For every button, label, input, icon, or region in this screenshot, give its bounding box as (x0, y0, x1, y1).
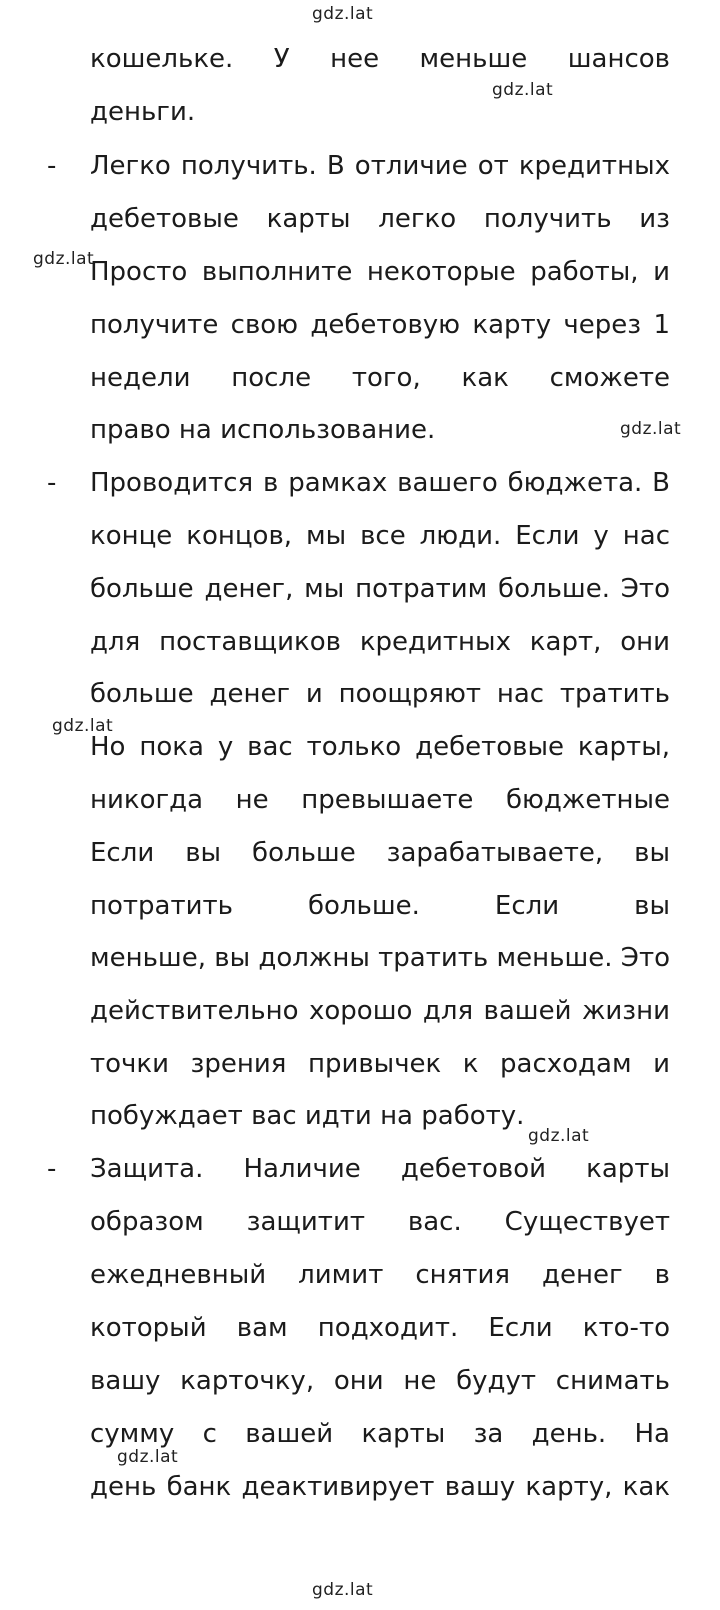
text-line: потратить больше. Если вы (90, 891, 670, 921)
text-line: Просто выполните некоторые работы, и (90, 257, 670, 287)
text-line: сумму с вашей карты за день. На (90, 1419, 670, 1449)
watermark: gdz.lat (312, 4, 374, 24)
text-line: который вам подходит. Если кто-то (90, 1313, 670, 1343)
text-line: дебетовые карты легко получить из (90, 204, 670, 234)
text-line: Защита. Наличие дебетовой карты (90, 1154, 670, 1184)
watermark: gdz.lat (620, 419, 682, 439)
text-line: конце концов, мы все люди. Если у нас (90, 521, 670, 551)
watermark: gdz.lat (117, 1447, 179, 1467)
text-line: Легко получить. В отличие от кредитных (90, 151, 670, 181)
text-line: Но пока у вас только дебетовые карты, (90, 732, 670, 762)
text-line: право на использование. (90, 415, 436, 445)
text-line: больше денег, мы потратим больше. Это (90, 574, 670, 604)
text-line: вашу карточку, они не будут снимать (90, 1366, 670, 1396)
text-line: кошельке. У нее меньше шансов (90, 44, 670, 74)
watermark: gdz.lat (33, 249, 95, 269)
text-line: Если вы больше зарабатываете, вы (90, 838, 670, 868)
text-line: образом защитит вас. Существует (90, 1207, 670, 1237)
text-line: день банк деактивирует вашу карту, как (90, 1472, 670, 1502)
text-line: точки зрения привычек к расходам и (90, 1049, 670, 1079)
text-line: Проводится в рамках вашего бюджета. В (90, 468, 670, 498)
text-line: ежедневный лимит снятия денег в (90, 1260, 670, 1290)
text-line: меньше, вы должны тратить меньше. Это (90, 943, 670, 973)
text-line: больше денег и поощряют нас тратить (90, 679, 670, 709)
text-line: действительно хорошо для вашей жизни (90, 996, 670, 1026)
watermark: gdz.lat (312, 1580, 374, 1600)
list-bullet: - (47, 1154, 57, 1184)
text-line: для поставщиков кредитных карт, они (90, 627, 670, 657)
text-line: никогда не превышаете бюджетные (90, 785, 670, 815)
watermark: gdz.lat (528, 1126, 590, 1146)
text-line: получите свою дебетовую карту через 1 (90, 310, 670, 340)
list-bullet: - (47, 151, 57, 181)
text-line: побуждает вас идти на работу. (90, 1101, 525, 1131)
text-line: деньги. (90, 97, 196, 127)
watermark: gdz.lat (52, 716, 114, 736)
list-bullet: - (47, 468, 57, 498)
text-line: недели после того, как сможете (90, 363, 670, 393)
watermark: gdz.lat (492, 80, 554, 100)
